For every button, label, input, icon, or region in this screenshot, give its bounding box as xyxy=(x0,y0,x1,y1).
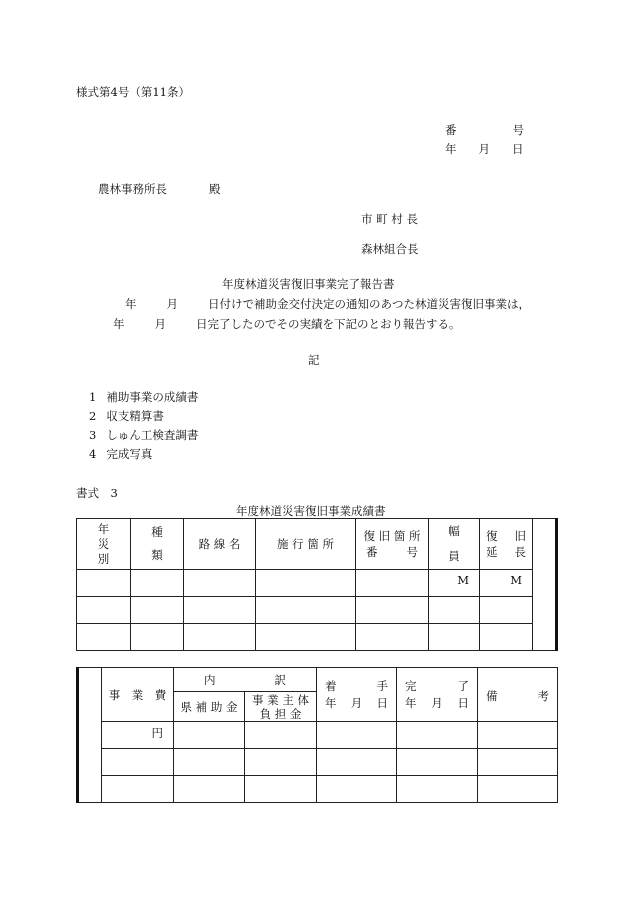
format-label: 書式 3 xyxy=(76,486,118,500)
sender-mayor: 市 町 村 長 xyxy=(361,212,418,226)
header-site-number: 復 旧 箇 所 番 号 xyxy=(356,519,429,570)
header-year-disaster: 年 災 別 xyxy=(77,519,131,570)
table-row xyxy=(78,776,558,803)
body-line-1: 年 月 日付けで補助金交付決定の通知のあつた林道災害復旧事業は， xyxy=(125,297,530,311)
form-id: 様式第4号（第11条） xyxy=(76,85,190,99)
header-width: 幅 員 xyxy=(429,519,480,570)
unit-length: M xyxy=(480,570,533,597)
attachment-item: 2 収支精算書 xyxy=(89,409,164,423)
header-remarks: 備 考 xyxy=(478,668,558,722)
unit-yen: 円 xyxy=(102,722,174,749)
header-cost: 事 業 費 xyxy=(102,668,174,722)
header-start: 着 手 年 月 日 xyxy=(317,668,397,722)
header-kind: 種 類 xyxy=(131,519,184,570)
body-line-2: 年 月 日完了したのでその実績を下記のとおり報告する。 xyxy=(113,317,461,331)
table2-header-row-1 xyxy=(78,668,558,692)
date-label: 年 月 日 xyxy=(445,142,524,156)
addressee: 農林事務所長 殿 xyxy=(98,182,221,196)
report-title: 年度林道災害復旧事業完了報告書 xyxy=(222,277,395,291)
header-entity-burden: 事 業 主 体 負 担 金 xyxy=(245,692,317,722)
sender-association: 森林組合長 xyxy=(361,242,419,256)
unit-width: M xyxy=(429,570,480,597)
table-row xyxy=(77,597,557,624)
attachment-item: 1 補助事業の成績書 xyxy=(89,390,199,404)
header-location: 施 行 箇 所 xyxy=(256,519,356,570)
table-row xyxy=(77,570,557,597)
table-row xyxy=(78,722,558,749)
table-row xyxy=(78,749,558,776)
attachment-item: 3 しゅん工検査調書 xyxy=(89,428,199,442)
cost-table xyxy=(76,667,558,803)
table1-header-row xyxy=(77,519,557,570)
table-title: 年度林道災害復旧事業成績書 xyxy=(236,504,386,518)
table-row xyxy=(77,624,557,651)
number-label: 番 号 xyxy=(445,123,524,137)
attachment-item: 4 完成写真 xyxy=(89,447,153,461)
header-prefecture-subsidy: 県 補 助 金 xyxy=(174,692,245,722)
header-breakdown: 内 訳 xyxy=(174,668,317,692)
header-route-name: 路 線 名 xyxy=(184,519,256,570)
header-length: 復 旧 延 長 xyxy=(480,519,533,570)
ki-label: 記 xyxy=(308,353,320,367)
header-completion: 完 了 年 月 日 xyxy=(397,668,478,722)
table1-margin-column xyxy=(533,519,557,651)
table2-margin-column xyxy=(78,668,102,803)
results-table xyxy=(76,518,558,651)
